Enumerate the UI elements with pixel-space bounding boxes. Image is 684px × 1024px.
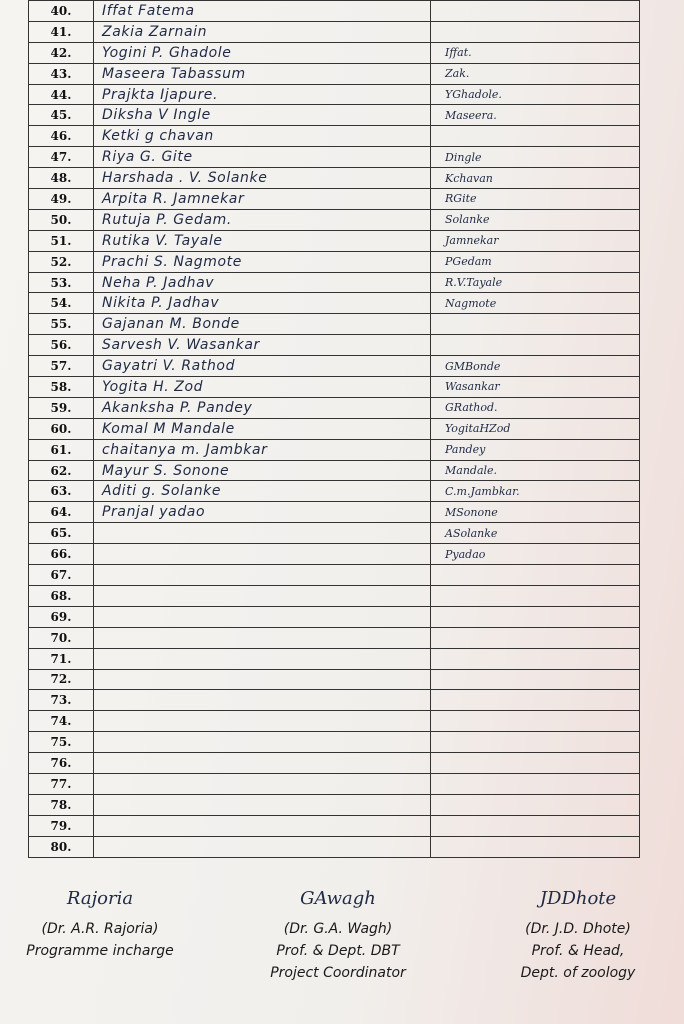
register-row bbox=[29, 523, 640, 544]
signature-cell: C.m.Jambkar. bbox=[431, 481, 640, 502]
signature-cell bbox=[431, 711, 640, 732]
register-row bbox=[29, 627, 640, 648]
register-row bbox=[29, 502, 640, 523]
register-row bbox=[29, 544, 640, 565]
signature-cell: Jamnekar bbox=[431, 230, 640, 251]
student-name-cell: Iffat Fatema bbox=[94, 1, 431, 22]
signature-cell bbox=[431, 690, 640, 711]
signature-cell: RGite bbox=[431, 189, 640, 210]
signature-cell: R.V.Tayale bbox=[431, 272, 640, 293]
serial-number-cell: 68. bbox=[29, 585, 94, 606]
register-row bbox=[29, 272, 640, 293]
signature-footer bbox=[0, 868, 684, 1024]
serial-number-cell: 66. bbox=[29, 544, 94, 565]
signature-cell: Pandey bbox=[431, 439, 640, 460]
student-name-cell bbox=[94, 711, 431, 732]
register-row bbox=[29, 418, 640, 439]
register-row bbox=[29, 293, 640, 314]
student-name-cell: Harshada . V. Solanke bbox=[94, 168, 431, 189]
student-name-cell bbox=[94, 773, 431, 794]
serial-number-cell: 64. bbox=[29, 502, 94, 523]
serial-number-cell: 74. bbox=[29, 711, 94, 732]
signature-block-project-coordinator bbox=[228, 888, 448, 984]
signature-cell: Kchavan bbox=[431, 168, 640, 189]
signature-cell: GMBonde bbox=[431, 356, 640, 377]
signature-cell bbox=[431, 627, 640, 648]
serial-number-cell: 62. bbox=[29, 460, 94, 481]
student-name-cell bbox=[94, 648, 431, 669]
student-name-cell: Yogita H. Zod bbox=[94, 377, 431, 398]
student-name-cell: Sarvesh V. Wasankar bbox=[94, 335, 431, 356]
student-name-cell: Maseera Tabassum bbox=[94, 63, 431, 84]
register-row bbox=[29, 105, 640, 126]
serial-number-cell: 59. bbox=[29, 397, 94, 418]
signatory-role-line-2: Project Coordinator bbox=[270, 965, 406, 981]
signatory-role: Programme incharge bbox=[26, 943, 174, 959]
student-name-cell: Mayur S. Sonone bbox=[94, 460, 431, 481]
student-name-cell: Pranjal yadao bbox=[94, 502, 431, 523]
signature-cell: Solanke bbox=[431, 209, 640, 230]
register-row bbox=[29, 565, 640, 586]
register-row bbox=[29, 42, 640, 63]
register-row bbox=[29, 314, 640, 335]
student-name-cell: Neha P. Jadhav bbox=[94, 272, 431, 293]
student-name-cell bbox=[94, 753, 431, 774]
student-name-cell: Zakia Zarnain bbox=[94, 21, 431, 42]
student-name-cell: Riya G. Gite bbox=[94, 147, 431, 168]
student-name-cell bbox=[94, 565, 431, 586]
signature-block-programme-incharge bbox=[0, 888, 200, 962]
register-row bbox=[29, 63, 640, 84]
attendance-register-table bbox=[28, 0, 640, 858]
student-name-cell bbox=[94, 732, 431, 753]
register-row bbox=[29, 773, 640, 794]
signature-cell bbox=[431, 335, 640, 356]
student-name-cell: Komal M Mandale bbox=[94, 418, 431, 439]
serial-number-cell: 67. bbox=[29, 565, 94, 586]
register-row bbox=[29, 711, 640, 732]
serial-number-cell: 80. bbox=[29, 836, 94, 857]
signature-cell bbox=[431, 669, 640, 690]
signatory-name: (Dr. G.A. Wagh) bbox=[283, 921, 393, 937]
signature-cell: Nagmote bbox=[431, 293, 640, 314]
register-row bbox=[29, 209, 640, 230]
handwritten-signature: Rajoria bbox=[66, 888, 134, 909]
serial-number-cell: 52. bbox=[29, 251, 94, 272]
serial-number-cell: 71. bbox=[29, 648, 94, 669]
student-name-cell: Yogini P. Ghadole bbox=[94, 42, 431, 63]
signature-cell bbox=[431, 565, 640, 586]
serial-number-cell: 48. bbox=[29, 168, 94, 189]
student-name-cell bbox=[94, 690, 431, 711]
signature-cell: Pyadao bbox=[431, 544, 640, 565]
student-name-cell: Akanksha P. Pandey bbox=[94, 397, 431, 418]
signatory-name: (Dr. J.D. Dhote) bbox=[525, 921, 631, 937]
register-row bbox=[29, 669, 640, 690]
signatory-role: Prof. & Head, bbox=[531, 943, 625, 959]
register-row bbox=[29, 84, 640, 105]
student-name-cell bbox=[94, 585, 431, 606]
student-name-cell: Nikita P. Jadhav bbox=[94, 293, 431, 314]
signature-cell: YGhadole. bbox=[431, 84, 640, 105]
register-row bbox=[29, 397, 640, 418]
student-name-cell bbox=[94, 523, 431, 544]
signature-cell: Mandale. bbox=[431, 460, 640, 481]
register-row bbox=[29, 753, 640, 774]
signature-cell bbox=[431, 732, 640, 753]
student-name-cell: Diksha V Ingle bbox=[94, 105, 431, 126]
serial-number-cell: 78. bbox=[29, 794, 94, 815]
register-row bbox=[29, 648, 640, 669]
serial-number-cell: 72. bbox=[29, 669, 94, 690]
student-name-cell bbox=[94, 544, 431, 565]
register-row bbox=[29, 585, 640, 606]
signature-cell bbox=[431, 648, 640, 669]
serial-number-cell: 63. bbox=[29, 481, 94, 502]
student-name-cell: Prachi S. Nagmote bbox=[94, 251, 431, 272]
serial-number-cell: 46. bbox=[29, 126, 94, 147]
signature-cell bbox=[431, 1, 640, 22]
serial-number-cell: 41. bbox=[29, 21, 94, 42]
serial-number-cell: 54. bbox=[29, 293, 94, 314]
register-row bbox=[29, 606, 640, 627]
register-row bbox=[29, 251, 640, 272]
serial-number-cell: 53. bbox=[29, 272, 94, 293]
register-row bbox=[29, 230, 640, 251]
register-row bbox=[29, 189, 640, 210]
register-row bbox=[29, 168, 640, 189]
student-name-cell: Rutika V. Tayale bbox=[94, 230, 431, 251]
student-name-cell: Arpita R. Jamnekar bbox=[94, 189, 431, 210]
signature-cell: MSonone bbox=[431, 502, 640, 523]
serial-number-cell: 58. bbox=[29, 377, 94, 398]
signature-cell bbox=[431, 836, 640, 857]
signature-cell: Dingle bbox=[431, 147, 640, 168]
register-row bbox=[29, 439, 640, 460]
serial-number-cell: 56. bbox=[29, 335, 94, 356]
signature-cell bbox=[431, 126, 640, 147]
handwritten-signature: GAwagh bbox=[300, 888, 376, 909]
serial-number-cell: 73. bbox=[29, 690, 94, 711]
signatory-role: Prof. & Dept. DBT bbox=[276, 943, 400, 959]
serial-number-cell: 55. bbox=[29, 314, 94, 335]
serial-number-cell: 75. bbox=[29, 732, 94, 753]
serial-number-cell: 50. bbox=[29, 209, 94, 230]
student-name-cell: Gayatri V. Rathod bbox=[94, 356, 431, 377]
signature-cell bbox=[431, 585, 640, 606]
serial-number-cell: 77. bbox=[29, 773, 94, 794]
signature-cell: PGedam bbox=[431, 251, 640, 272]
signature-cell bbox=[431, 773, 640, 794]
signature-cell bbox=[431, 314, 640, 335]
signature-cell: Iffat. bbox=[431, 42, 640, 63]
serial-number-cell: 47. bbox=[29, 147, 94, 168]
student-name-cell: Rutuja P. Gedam. bbox=[94, 209, 431, 230]
register-row bbox=[29, 836, 640, 857]
student-name-cell: Prajkta Ijapure. bbox=[94, 84, 431, 105]
student-name-cell bbox=[94, 606, 431, 627]
handwritten-signature: JDDhote bbox=[539, 888, 617, 909]
signature-cell bbox=[431, 606, 640, 627]
serial-number-cell: 69. bbox=[29, 606, 94, 627]
register-row bbox=[29, 481, 640, 502]
serial-number-cell: 60. bbox=[29, 418, 94, 439]
student-name-cell bbox=[94, 669, 431, 690]
signatory-role-line-2: Dept. of zoology bbox=[520, 965, 636, 981]
serial-number-cell: 57. bbox=[29, 356, 94, 377]
signature-cell: ASolanke bbox=[431, 523, 640, 544]
serial-number-cell: 51. bbox=[29, 230, 94, 251]
register-row bbox=[29, 126, 640, 147]
serial-number-cell: 49. bbox=[29, 189, 94, 210]
serial-number-cell: 65. bbox=[29, 523, 94, 544]
student-name-cell bbox=[94, 836, 431, 857]
serial-number-cell: 42. bbox=[29, 42, 94, 63]
register-row bbox=[29, 690, 640, 711]
signature-cell: GRathod. bbox=[431, 397, 640, 418]
signature-cell bbox=[431, 21, 640, 42]
signature-cell: Wasankar bbox=[431, 377, 640, 398]
student-name-cell bbox=[94, 794, 431, 815]
serial-number-cell: 45. bbox=[29, 105, 94, 126]
signatory-name: (Dr. A.R. Rajoria) bbox=[41, 921, 159, 937]
serial-number-cell: 61. bbox=[29, 439, 94, 460]
register-row bbox=[29, 732, 640, 753]
signature-cell bbox=[431, 753, 640, 774]
register-row bbox=[29, 147, 640, 168]
student-name-cell: Ketki g chavan bbox=[94, 126, 431, 147]
student-name-cell bbox=[94, 627, 431, 648]
register-row bbox=[29, 356, 640, 377]
serial-number-cell: 44. bbox=[29, 84, 94, 105]
serial-number-cell: 43. bbox=[29, 63, 94, 84]
signature-cell bbox=[431, 794, 640, 815]
serial-number-cell: 70. bbox=[29, 627, 94, 648]
student-name-cell: chaitanya m. Jambkar bbox=[94, 439, 431, 460]
register-row bbox=[29, 21, 640, 42]
register-row bbox=[29, 460, 640, 481]
register-row bbox=[29, 815, 640, 836]
register-row bbox=[29, 335, 640, 356]
signature-cell bbox=[431, 815, 640, 836]
signature-cell: Maseera. bbox=[431, 105, 640, 126]
register-row bbox=[29, 377, 640, 398]
serial-number-cell: 79. bbox=[29, 815, 94, 836]
signature-cell: YogitaHZod bbox=[431, 418, 640, 439]
signature-cell: Zak. bbox=[431, 63, 640, 84]
student-name-cell: Gajanan M. Bonde bbox=[94, 314, 431, 335]
serial-number-cell: 40. bbox=[29, 1, 94, 22]
student-name-cell: Aditi g. Solanke bbox=[94, 481, 431, 502]
register-body bbox=[29, 1, 640, 858]
register-row bbox=[29, 794, 640, 815]
student-name-cell bbox=[94, 815, 431, 836]
register-row bbox=[29, 1, 640, 22]
serial-number-cell: 76. bbox=[29, 753, 94, 774]
signature-block-head-of-department bbox=[478, 888, 678, 984]
